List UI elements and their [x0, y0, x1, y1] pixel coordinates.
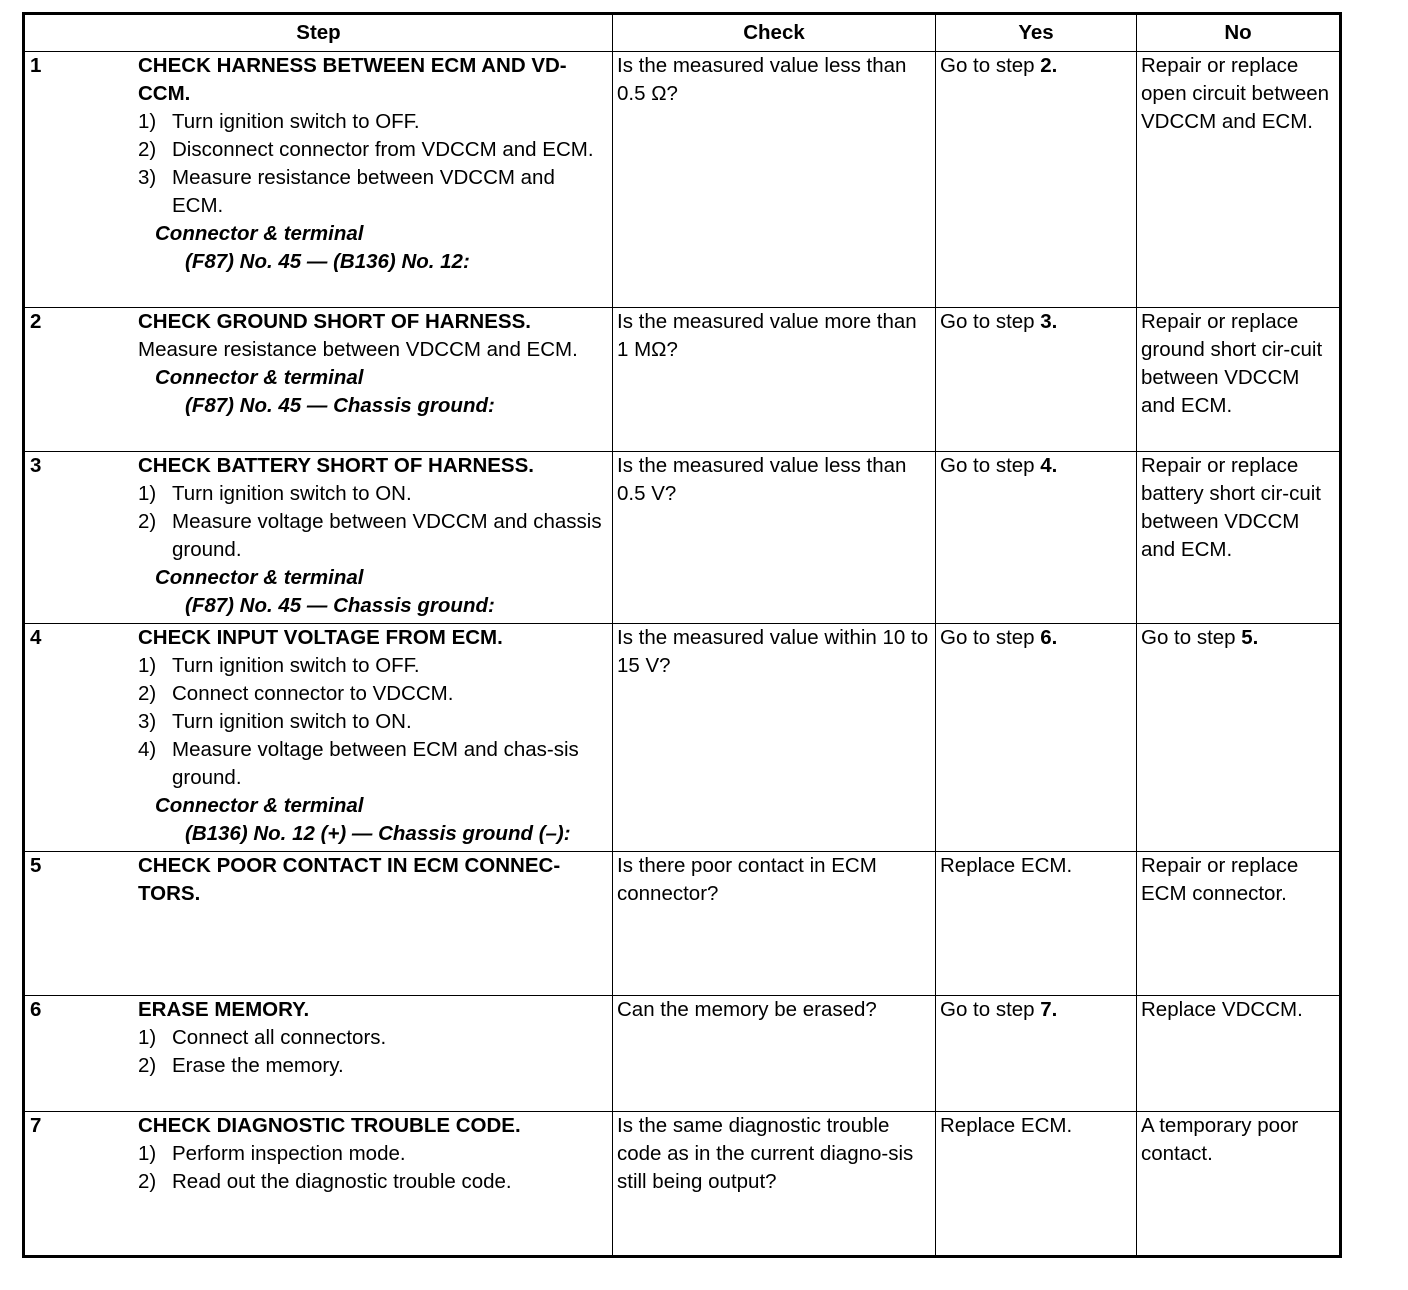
yes-text: [936, 624, 1136, 652]
check-cell: [613, 852, 936, 996]
check-text: Is the measured value less than 0.5 V?: [617, 454, 907, 505]
step-cell: [24, 624, 613, 852]
check-cell: [613, 624, 936, 852]
yes-cell: [936, 624, 1137, 852]
yes-step-ref: 3.: [1040, 310, 1058, 333]
step-cell: [24, 852, 613, 996]
table-row: [24, 1112, 1341, 1257]
no-text: A temporary poor contact.: [1141, 1114, 1299, 1165]
yes-action: Go to step: [940, 626, 1041, 649]
yes-action: Go to step: [940, 454, 1041, 477]
yes-step-ref: 7.: [1040, 998, 1058, 1021]
terminal-spec: (B136) No. 12 (+) — Chassis ground (–):: [185, 822, 571, 845]
yes-action: Replace ECM.: [940, 854, 1073, 877]
step-body: [138, 624, 612, 848]
yes-action: Replace ECM.: [940, 1114, 1073, 1137]
sub-step-text: Connect connector to VDCCM.: [172, 682, 454, 705]
sub-step-text: Turn ignition switch to OFF.: [172, 654, 420, 677]
no-cell: [1137, 996, 1341, 1112]
sub-step-text: Connect all connectors.: [172, 1026, 387, 1049]
no-text: Repair or replace ground short cir-cuit between VDCCM and ECM.: [1141, 310, 1323, 417]
yes-step-ref: 2.: [1040, 54, 1058, 77]
sub-step-index: 2): [138, 1170, 157, 1193]
check-cell: [613, 1112, 936, 1257]
sub-step: [138, 164, 610, 220]
step-number: 7: [30, 1114, 42, 1137]
no-cell: [1137, 452, 1341, 624]
check-text: Is the measured value less than 0.5 Ω?: [617, 54, 907, 105]
no-text: Repair or replace battery short cir-cuit between VDCCM and ECM.: [1141, 454, 1321, 561]
yes-text: [936, 52, 1136, 80]
sub-step-index: 2): [138, 138, 157, 161]
terminal-spec: (F87) No. 45 — Chassis ground:: [185, 394, 495, 417]
sub-step-text: Measure voltage between VDCCM and chassis ground.: [172, 510, 602, 561]
no-text: Repair or replace open circuit between VDCCM and ECM.: [1141, 54, 1330, 133]
step-body: [138, 52, 612, 276]
step-title: CHECK GROUND SHORT OF HARNESS.: [138, 310, 531, 333]
yes-action: Go to step: [940, 54, 1041, 77]
no-cell: [1137, 308, 1341, 452]
sub-step: [138, 680, 610, 708]
sub-step-text: Disconnect connector from VDCCM and ECM.: [172, 138, 594, 161]
sub-step-text: Read out the diagnostic trouble code.: [172, 1170, 512, 1193]
check-cell: [613, 308, 936, 452]
step-title: CHECK HARNESS BETWEEN ECM AND VD-CCM.: [138, 54, 567, 105]
yes-text: [936, 452, 1136, 480]
sub-step-index: 2): [138, 510, 157, 533]
step-cell: [24, 52, 613, 308]
check-text: Is there poor contact in ECM connector?: [617, 854, 877, 905]
no-cell: [1137, 624, 1341, 852]
table-row: [24, 996, 1341, 1112]
sub-step-text: Measure resistance between VDCCM and ECM.: [172, 166, 555, 217]
sub-step: [138, 480, 610, 508]
connector-label: Connector & terminal: [155, 222, 364, 245]
yes-cell: [936, 996, 1137, 1112]
connector-label: Connector & terminal: [155, 794, 364, 817]
step-body: [138, 996, 612, 1080]
sub-step-index: 1): [138, 482, 157, 505]
no-text: Replace VDCCM.: [1141, 998, 1303, 1021]
sub-step-text: Erase the memory.: [172, 1054, 344, 1077]
sub-step-index: 1): [138, 1142, 157, 1165]
no-cell: [1137, 52, 1341, 308]
step-title: ERASE MEMORY.: [138, 998, 310, 1021]
check-text: Is the measured value within 10 to 15 V?: [617, 626, 929, 677]
sub-step: [138, 136, 610, 164]
no-text: Repair or replace ECM connector.: [1141, 854, 1299, 905]
header-yes: Yes: [936, 14, 1137, 52]
yes-cell: [936, 452, 1137, 624]
sub-step-index: 1): [138, 110, 157, 133]
check-cell: [613, 52, 936, 308]
table-row: [24, 624, 1341, 852]
no-cell: [1137, 852, 1341, 996]
step-cell: [24, 1112, 613, 1257]
step-number: 5: [30, 854, 42, 877]
check-text: Can the memory be erased?: [617, 998, 877, 1021]
yes-cell: [936, 52, 1137, 308]
no-action: Go to step: [1141, 626, 1242, 649]
check-text: Is the measured value more than 1 MΩ?: [617, 310, 917, 361]
sub-step: [138, 736, 610, 792]
connector-label: Connector & terminal: [155, 566, 364, 589]
step-cell: [24, 452, 613, 624]
sub-step-text: Turn ignition switch to OFF.: [172, 110, 420, 133]
step-title: CHECK POOR CONTACT IN ECM CONNEC-TORS.: [138, 854, 561, 905]
sub-step-text: Turn ignition switch to ON.: [172, 710, 412, 733]
sub-step: [138, 1168, 610, 1196]
step-body: [138, 452, 612, 620]
no-cell: [1137, 1112, 1341, 1257]
step-body: [138, 308, 612, 420]
sub-step-index: 2): [138, 1054, 157, 1077]
step-cell: [24, 996, 613, 1112]
step-number: 1: [30, 54, 42, 77]
sub-step-index: 3): [138, 166, 157, 189]
table-row: [24, 52, 1341, 308]
table-row: [24, 852, 1341, 996]
no-text: [1137, 624, 1339, 652]
sub-step-text: Measure voltage between ECM and chas-sis ground.: [172, 738, 579, 789]
check-cell: [613, 452, 936, 624]
header-step: Step: [24, 14, 613, 52]
yes-action: Go to step: [940, 310, 1041, 333]
check-cell: [613, 996, 936, 1112]
no-step-ref: 5.: [1241, 626, 1259, 649]
table-row: [24, 308, 1341, 452]
sub-step: [138, 652, 610, 680]
step-number: 4: [30, 626, 42, 649]
sub-step-index: 3): [138, 710, 157, 733]
step-body: [138, 852, 612, 908]
sub-step: [138, 1024, 610, 1052]
step-number: 6: [30, 998, 42, 1021]
step-number: 3: [30, 454, 42, 477]
yes-cell: [936, 308, 1137, 452]
yes-action: Go to step: [940, 998, 1041, 1021]
header-row: [24, 14, 1341, 52]
sub-step-text: Perform inspection mode.: [172, 1142, 406, 1165]
sub-step-index: 1): [138, 654, 157, 677]
sub-step: [138, 508, 610, 564]
yes-text: [936, 1112, 1136, 1140]
step-title: CHECK INPUT VOLTAGE FROM ECM.: [138, 626, 503, 649]
yes-text: [936, 308, 1136, 336]
connector-label: Connector & terminal: [155, 366, 364, 389]
header-no: No: [1137, 14, 1341, 52]
yes-text: [936, 852, 1136, 880]
yes-cell: [936, 1112, 1137, 1257]
yes-step-ref: 4.: [1040, 454, 1058, 477]
sub-step: [138, 1052, 610, 1080]
yes-cell: [936, 852, 1137, 996]
sub-step-index: 2): [138, 682, 157, 705]
sub-step-text: Turn ignition switch to ON.: [172, 482, 412, 505]
sub-step: [138, 1140, 610, 1168]
step-cell: [24, 308, 613, 452]
yes-step-ref: 6.: [1040, 626, 1058, 649]
step-body: [138, 1112, 612, 1196]
yes-text: [936, 996, 1136, 1024]
step-note: Measure resistance between VDCCM and ECM.: [138, 338, 578, 361]
terminal-spec: (F87) No. 45 — Chassis ground:: [185, 594, 495, 617]
step-title: CHECK DIAGNOSTIC TROUBLE CODE.: [138, 1114, 521, 1137]
header-check: Check: [613, 14, 936, 52]
sub-step: [138, 708, 610, 736]
table-row: [24, 452, 1341, 624]
diagnostic-table: [22, 12, 1342, 1258]
check-text: Is the same diagnostic trouble code as in the current diagno-sis still being output?: [617, 1114, 914, 1193]
sub-step-index: 1): [138, 1026, 157, 1049]
step-number: 2: [30, 310, 42, 333]
terminal-spec: (F87) No. 45 — (B136) No. 12:: [185, 250, 470, 273]
sub-step-index: 4): [138, 738, 157, 761]
step-title: CHECK BATTERY SHORT OF HARNESS.: [138, 454, 534, 477]
sub-step: [138, 108, 610, 136]
